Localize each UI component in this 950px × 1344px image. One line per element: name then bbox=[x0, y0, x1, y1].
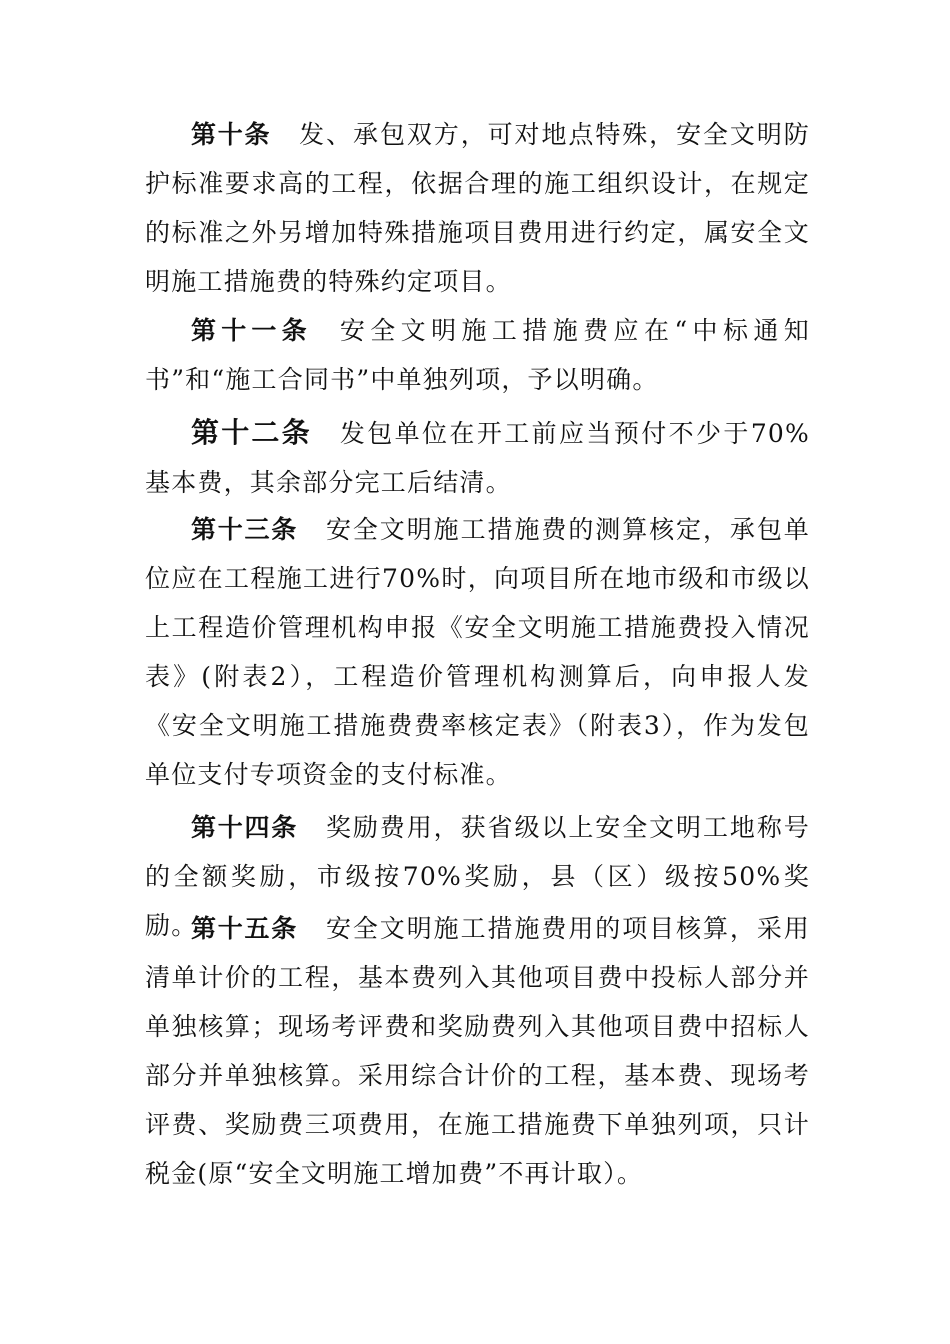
article-title: 第十一条 bbox=[191, 316, 312, 345]
article-title: 第十二条 bbox=[191, 416, 312, 449]
article-body: 安全文明施工措施费的测算核定，承包单位应在工程施工进行70%时，向项目所在地市级和市级以上工程造价管理机构申报《安全文明施工措施费投入情况表》(附表2），工程造价管理机构测算后，向申报人发《安全文明施工措施费费率核定表》（附表3），作为发包单位支付专项资金的支付标准。 bbox=[145, 515, 810, 789]
article-10 bbox=[145, 110, 810, 306]
article-body: 安全文明施工措施费应在“中标通知书”和“施工合同书”中单独列项，予以明确。 bbox=[145, 316, 810, 394]
article-title: 第十三条 bbox=[191, 515, 298, 544]
article-12 bbox=[145, 408, 810, 507]
article-body: 奖励费用，获省级以上安全文明工地称号的全额奖励，市级按70%奖励，县（区）级按50%奖励。 bbox=[145, 813, 810, 940]
article-title: 第十五条 bbox=[191, 914, 298, 943]
article-title: 第十条 bbox=[191, 120, 272, 149]
article-title: 第十四条 bbox=[191, 813, 298, 842]
article-body: 安全文明施工措施费用的项目核算，采用清单计价的工程，基本费列入其他项目费中投标人部分并单独核算；现场考评费和奖励费列入其他项目费中招标人部分并单独核算。采用综合计价的工程，基本费、现场考评费、奖励费三项费用，在施工措施费下单独列项，只计税金(原“安全文明施工增加费”不再计取）。 bbox=[145, 914, 810, 1188]
article-body: 发、承包双方，可对地点特殊，安全文明防护标准要求高的工程，依据合理的施工组织设计，在规定的标准之外另增加特殊措施项目费用进行约定，属安全文明施工措施费的特殊约定项目。 bbox=[145, 120, 810, 296]
article-15 bbox=[145, 904, 810, 1198]
article-body: 发包单位在开工前应当预付不少于70%基本费，其余部分完工后结清。 bbox=[145, 419, 810, 497]
article-13 bbox=[145, 505, 810, 799]
article-11 bbox=[145, 306, 810, 404]
